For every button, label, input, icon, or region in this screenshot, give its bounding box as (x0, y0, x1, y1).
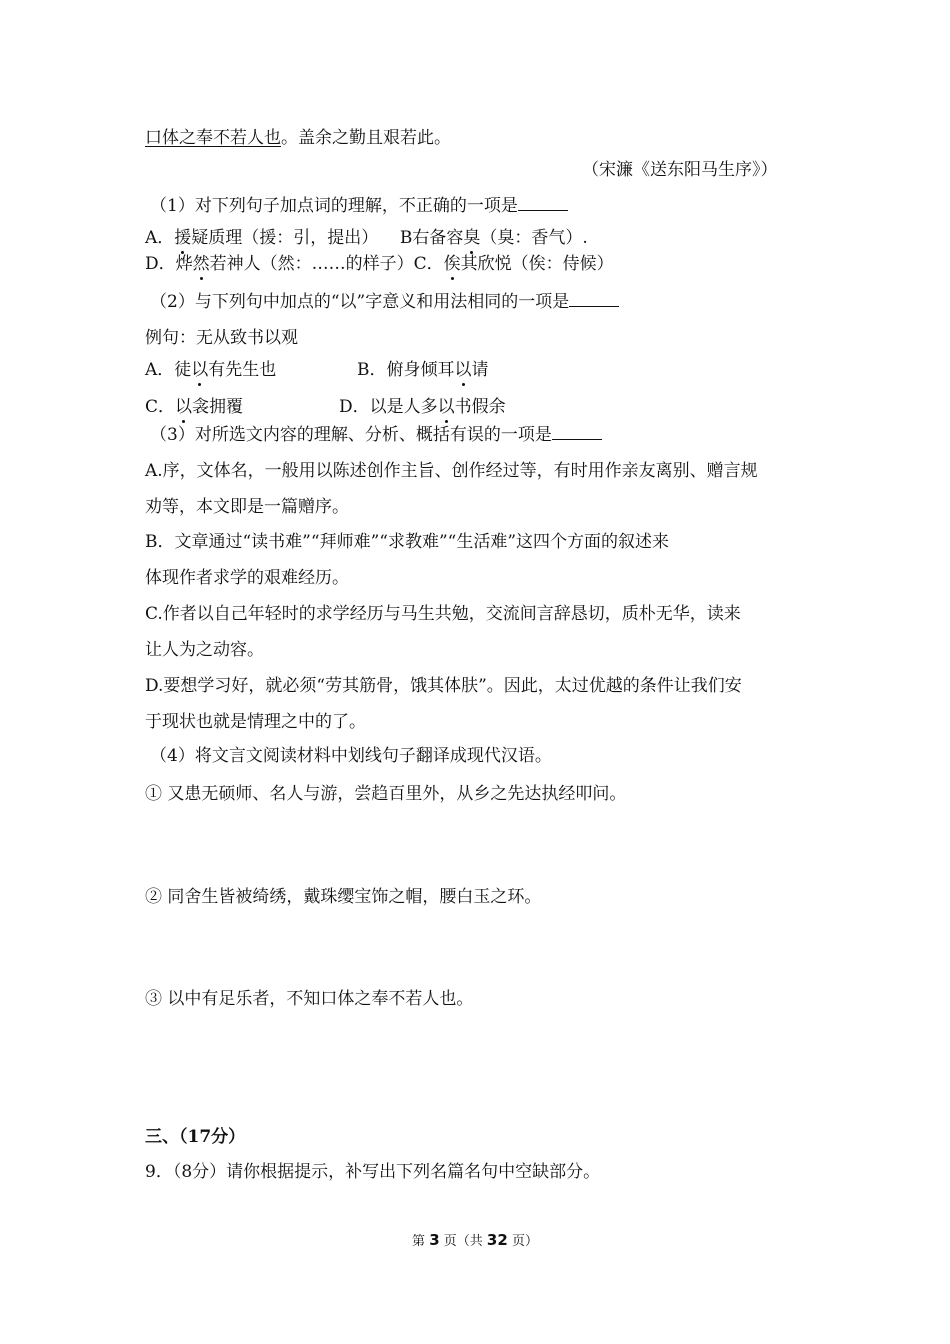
option-text: 书假余 (454, 397, 506, 417)
question-1-stem (150, 194, 568, 218)
underlined-sentence: 口体之奉不若人也 (145, 128, 281, 148)
translate-sentence-1: ① 又患无硕师、名人与游，尝趋百里外，从乡之先达执经叩问。 (145, 784, 627, 804)
question-2-option-d (339, 395, 506, 419)
page-number: 3 (429, 1231, 440, 1249)
dotted-char: 然 (192, 254, 210, 274)
question-text: （2）与下列句中加点的“以”字意义和用法相同的一项是 (150, 292, 570, 312)
passage-text: 。盖余之勤且艰若此。 (281, 128, 451, 148)
question-text: （3）对所选文内容的理解、分析、概括有误的一项是 (150, 425, 552, 445)
option-text: 请 (471, 360, 489, 380)
footer-text: 页（共 (443, 1234, 483, 1249)
example-sentence: 例句：无从致书以观 (145, 328, 298, 348)
dotted-char: 以 (175, 397, 193, 417)
translate-sentence-2: ② 同舍生皆被绮绣，戴珠缨宝饰之帽，腰白玉之环。 (145, 887, 542, 907)
option-text: （臭：香气）. (480, 228, 588, 248)
question-2-option-a (145, 358, 276, 382)
answer-blank (569, 290, 619, 307)
dotted-char: 以 (191, 360, 209, 380)
dotted-char: 以 (437, 397, 455, 417)
question-3-option-d-line1: D.要想学习好，就必须“劳其筋骨，饿其体肤”。因此，太过优越的条件让我们安 (145, 676, 742, 696)
option-label: B．俯身倾耳 (357, 360, 455, 380)
dotted-char: 援 (174, 228, 192, 248)
page-footer (0, 1230, 950, 1252)
dotted-char: 以 (454, 360, 472, 380)
question-3-option-a-line2: 劝等，本文即是一篇赠序。 (145, 497, 349, 517)
source-citation: （宋濂《送东阳马生序》） (582, 160, 778, 180)
page-total: 32 (486, 1231, 508, 1249)
option-label: D．烨 (145, 254, 193, 274)
question-3-option-b-line1: B．文章通过“读书难”“拜师难”“求教难”“生活难”这四个方面的叙述来 (145, 532, 670, 552)
option-label: A． (145, 228, 175, 248)
footer-text: 页） (511, 1234, 538, 1249)
question-9-stem: 9．（8分）请你根据提示，补写出下列名篇名句中空缺部分。 (145, 1162, 601, 1182)
question-3-option-b-line2: 体现作者求学的艰难经历。 (145, 568, 349, 588)
question-3-option-a-line1: A.序，文体名，一般用以陈述创作主旨、创作经过等，有时用作亲友离别、赠言规 (145, 461, 758, 481)
option-text: 疑质理（援：引，提出） (191, 228, 379, 248)
answer-blank (518, 194, 568, 211)
option-label: B右备容 (399, 228, 464, 248)
option-text: 有先生也 (208, 360, 277, 380)
question-3-option-c-line1: C.作者以自己年轻时的求学经历与马生共勉，交流间言辞恳切，质朴无华，读来 (145, 604, 741, 624)
question-2-stem (150, 290, 619, 314)
option-label: D．以是人多 (339, 397, 438, 417)
option-label: C． (145, 397, 176, 417)
option-text: 其欣悦（俟：侍候） (460, 254, 614, 274)
question-1-options-dc (145, 252, 614, 276)
translate-sentence-3: ③ 以中有足乐者，不知口体之奉不若人也。 (145, 989, 474, 1009)
question-2-option-c (145, 395, 243, 419)
footer-text: 第 (412, 1234, 426, 1249)
question-1-options-ab (145, 226, 588, 250)
question-text: （1）对下列句子加点词的理解，不正确的一项是 (150, 196, 518, 216)
question-4-stem: （4）将文言文阅读材料中划线句子翻译成现代汉语。 (150, 746, 552, 766)
question-3-option-d-line2: 于现状也就是情理之中的了。 (145, 712, 366, 732)
option-text: 若神人（然：……的样子） (209, 254, 414, 274)
section-heading: 三、（17分） (145, 1127, 246, 1147)
option-text: 衾拥覆 (192, 397, 244, 417)
dotted-char: 俟 (443, 254, 461, 274)
passage-end-line (145, 126, 451, 150)
option-label: A．徒 (145, 360, 192, 380)
question-3-stem (150, 423, 602, 447)
answer-blank (552, 423, 602, 440)
question-3-option-c-line2: 让人为之动容。 (145, 640, 264, 660)
option-label: C． (413, 254, 444, 274)
question-2-option-b (357, 358, 489, 382)
dotted-char: 臭 (463, 228, 481, 248)
